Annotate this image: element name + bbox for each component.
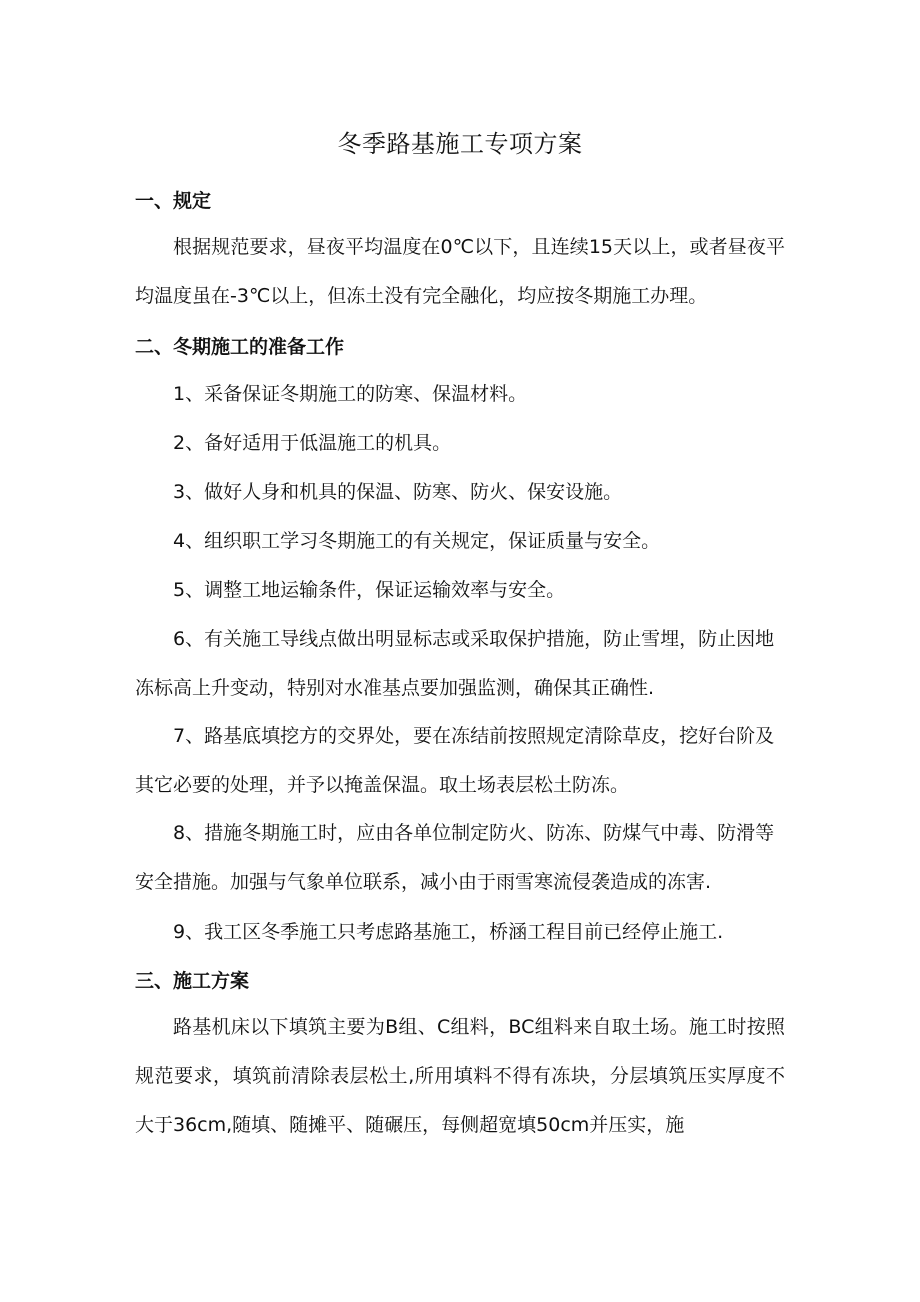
section-paragraph-regulations: 根据规范要求，昼夜平均温度在0℃以下，且连续15天以上，或者昼夜平均温度虽在-3℃以上，但冻土没有完全融化，均应按冬期施工办理。: [135, 236, 785, 307]
list-item: 5、调整工地运输条件，保证运输效率与安全。: [173, 579, 566, 601]
list-item: 8、措施冬期施工时，应由各单位制定防火、防冻、防煤气中毒、防滑等安全措施。加强与气象单位联系，减小由于雨雪寒流侵袭造成的冻害.: [135, 822, 775, 893]
section-heading-regulations: 一、规定: [135, 190, 212, 212]
list-item: 2、备好适用于低温施工的机具。: [173, 432, 452, 454]
list-item: 7、路基底填挖方的交界处，要在冻结前按照规定清除草皮，挖好台阶及其它必要的处理，并予以掩盖保温。取土场表层松土防冻。: [135, 725, 775, 796]
list-item: 4、组织职工学习冬期施工的有关规定，保证质量与安全。: [173, 530, 661, 552]
section-paragraph-construction-plan: 路基机床以下填筑主要为B组、C组料，BC组料来自取土场。施工时按照规范要求，填筑前清除表层松土,所用填料不得有冻块，分层填筑压实厚度不大于36cm,随填、随摊平、随碾压，每侧超宽填50cm并压实，施: [135, 1016, 785, 1136]
list-item: 9、我工区冬季施工只考虑路基施工，桥涵工程目前已经停止施工.: [173, 921, 724, 943]
section-heading-preparation: 二、冬期施工的准备工作: [135, 336, 345, 358]
document-title: 冬季路基施工专项方案: [337, 130, 583, 158]
list-item: 3、做好人身和机具的保温、防寒、防火、保安设施。: [173, 481, 623, 503]
list-item: 1、采备保证冬期施工的防寒、保温材料。: [173, 383, 528, 405]
section-heading-construction-plan: 三、施工方案: [135, 970, 250, 992]
list-item: 6、有关施工导线点做出明显标志或采取保护措施，防止雪埋，防止因地冻标高上升变动，特别对水准基点要加强监测，确保其正确性.: [135, 628, 775, 699]
